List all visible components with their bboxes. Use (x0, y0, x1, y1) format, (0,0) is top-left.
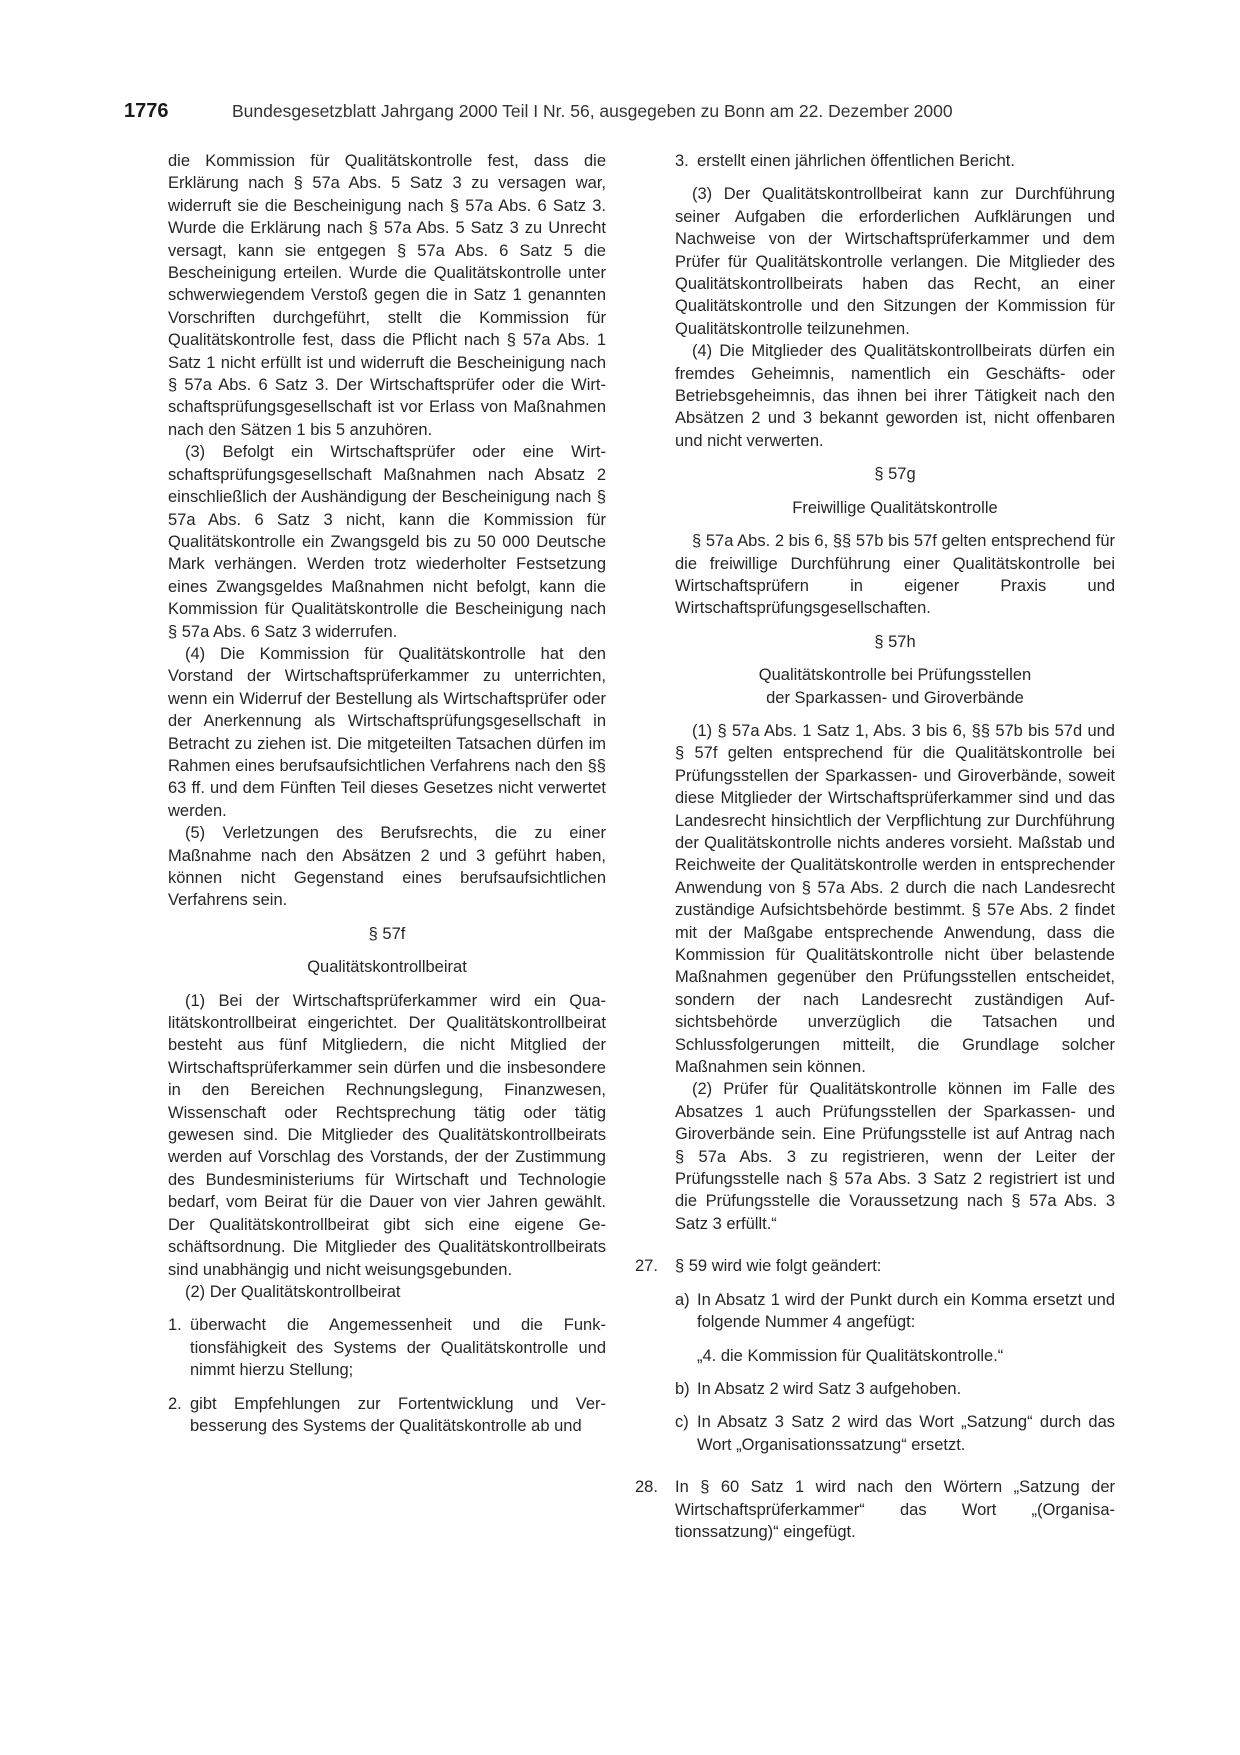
sub-item-letter: b) (675, 1379, 690, 1398)
paragraph: (1) § 57a Abs. 1 Satz 1, Abs. 3 bis 6, §§ 57b bis 57d und § 57f gelten entsprechend für die Qualitätskontrolle bei Prüfungsstellen der Sparkassen- und Giroverbände, soweit diese Mitglieder der Wirtschaftsprüferkammer sind und das Landesrecht hinsichtlich der Verpflichtung zur Durchführung der Qualitätskontrolle nichts anderes vorsieht. Maßstab und Reichweite der Qualitätskontrolle werden in entsprechender Anwendung von § 57a Abs. 2 durch die nach Landesrecht zuständige Aufsichtsbehörde bestimmt. § 57e Abs. 2 findet mit der Maßgabe entsprechende Anwendung, dass die Kommission für Qualitätskontrolle nicht über belastende Maßnahmen gegenüber den Prüfungsstellen entscheidet, sondern der nach Landesrecht zuständigen Aufsichtsbehörde unverzüglich die Tatsachen und Schlussfolgerungen mitteilt, die Grundlage solcher Maßnahmen sein können. (675, 721, 1115, 1077)
paragraph: (4) Die Kommission für Qualitätskontrolle hat den Vorstand der Wirtschaftsprüferkammer zu unterrichten, wenn ein Widerruf der Bestellung als Wirtschaftsprüfer oder der Anerkennung als Wirtschaftsprüfungsgesellschaft in Betracht zu ziehen ist. Die mitgeteilten Tatsachen dürfen im Rahmen eines berufsaufsichtlichen Verfahrens nach den §§ 63 ff. und dem Fünften Teil dieses Gesetzes nicht verwertet werden. (168, 644, 606, 820)
item-number: 27. (635, 1257, 658, 1276)
section-title-line: Qualitätskontrolle bei Prüfungsstellen (758, 666, 1032, 685)
amendment-item-27 (635, 1255, 1115, 1277)
sub-item-a (675, 1289, 1115, 1334)
sub-item-letter: a) (675, 1290, 690, 1309)
paragraph: § 57a Abs. 2 bis 6, §§ 57b bis 57f gelten entsprechend für die freiwillige Durchführung einer Qualitätskontrolle bei Wirtschaftsprüfern in eigener Praxis und Wirtschaftsprüfungsgesellschaften. (675, 532, 1115, 618)
sub-item-b (675, 1378, 1115, 1400)
amendment-item-28 (635, 1476, 1115, 1543)
paragraph: (1) Bei der Wirtschaftsprüferkammer wird ein Qualitätskontrollbeirat eingerichtet. Der Qualitätskontrollbeirat besteht aus fünf Mitgliedern, die nicht Mitglied der Wirtschaftsprüferkammer sein dürfen und die insbesondere in den Bereichen Rechnungslegung, Finanzwesen, Wissenschaft oder Rechtsprechung tätig oder tätig gewesen sind. Die Mitglieder des Qualitätskontrollbeirats werden auf Vorschlag des Vorstands, der der Zustimmung des Bundesministeriums für Wirtschaft und Technologie bedarf, vom Beirat für die Dauer von vier Jahren gewählt. Der Qualitätskontrollbeirat gibt sich eine eigene Geschäftsordnung. Die Mitglieder des Qualitätskontrollbeirats sind unabhängig und nicht weisungsgebunden. (168, 991, 606, 1279)
quoted-text: „4. die Kommission für Qualitätskontrolle.“ (697, 1346, 1004, 1365)
left-column (168, 150, 606, 1437)
sub-item-text: In Absatz 1 wird der Punkt durch ein Komma ersetzt und folgende Nummer 4 angefügt: (697, 1290, 1115, 1332)
sub-item-text: In Absatz 2 wird Satz 3 aufgehoben. (697, 1379, 962, 1398)
sub-item-text: In Absatz 3 Satz 2 wird das Wort „Satzung“ durch das Wort „Organisationssatzung“ ersetzt. (697, 1413, 1115, 1454)
list-text: überwacht die Angemessenheit und die Funktionsfähigkeit des Systems der Qualitätskontrolle und nimmt hierzu Stellung; (190, 1316, 606, 1380)
section-title: Qualitätskontrollbeirat (307, 958, 467, 977)
list-number: 2. (168, 1394, 182, 1413)
list-item (168, 1314, 606, 1381)
running-head: Bundesgesetzblatt Jahrgang 2000 Teil I Nr. 56, ausgegeben zu Bonn am 22. Dezember 2000 (232, 101, 953, 121)
sub-item-letter: c) (675, 1413, 689, 1432)
list-item (675, 150, 1115, 172)
page-header (124, 100, 1124, 130)
section-title (675, 664, 1115, 709)
section-title-line: der Sparkassen- und Giroverbände (766, 688, 1024, 707)
list-text: erstellt einen jährlichen öffentlichen Bericht. (697, 152, 1015, 170)
list-item (168, 1393, 606, 1438)
paragraph: (2) Prüfer für Qualitätskontrolle können im Falle des Absatzes 1 auch Prüfungsstellen der Sparkassen- und Giroverbände sein. Eine Prüfungsstelle ist auf Antrag nach § 57a Abs. 3 zu registrieren, wenn der Leiter der Prüfungsstelle nach § 57a Abs. 3 Satz 2 registriert ist und die Prüfungsstelle die Voraussetzung nach § 57a Abs. 3 Satz 3 erfüllt.“ (675, 1080, 1115, 1233)
list-text: gibt Empfehlungen zur Fortentwicklung und Verbesserung des Systems der Qualitätskontrolle ab und (190, 1394, 606, 1435)
sub-item-c (675, 1411, 1115, 1456)
page-number: 1776 (124, 100, 169, 122)
paragraph: (3) Befolgt ein Wirtschaftsprüfer oder eine Wirtschaftsprüfungsgesellschaft Maßnahmen nach Absatz 2 einschließlich der Aushändigung der Bescheinigung nach § 57a Abs. 6 Satz 3 nicht, kann die Kommission für Qualitätskontrolle ein Zwangsgeld bis zu 50 000 Deutsche Mark verhängen. Werden trotz wiederholter Festsetzung eines Zwangsgeldes Maßnahmen nicht befolgt, kann die Kommission für Qualitätskontrolle die Bescheinigung nach § 57a Abs. 6 Satz 3 widerrufen. (168, 443, 606, 641)
paragraph: (2) Der Qualitätskontrollbeirat (185, 1282, 401, 1301)
item-text: In § 60 Satz 1 wird nach den Wörtern „Satzung der Wirtschaftsprüferkammer“ das Wort „(Organisationssatzung)“ eingefügt. (675, 1478, 1115, 1541)
paragraph: (3) Der Qualitätskontrollbeirat kann zur Durchführung seiner Aufgaben die erforderlichen Aufklärungen und Nachweise von der Wirtschaftsprüferkammer und dem Prüfer für Qualitätskontrolle verlangen. Die Mitglieder des Qualitätskontrollbeirats haben das Recht, an einer Qualitätskontrolle und den Sitzungen der Kommission für Qualitätskontrolle teilzunehmen. (675, 185, 1115, 338)
section-title: Freiwillige Qualitätskontrolle (792, 498, 998, 517)
list-number: 1. (168, 1316, 182, 1335)
paragraph: die Kommission für Qualitätskontrolle fest, dass die Erklärung nach § 57a Abs. 5 Satz 3 zu versagen war, widerruft sie die Bescheinigung nach § 57a Abs. 6 Satz 3. Wurde die Erklärung nach § 57a Abs. 5 Satz 3 zu Unrecht versagt, kann sie entgegen § 57a Abs. 6 Satz 5 die Bescheinigung erteilen. Wurde die Qualitätskontrolle unter schwerwiegendem Verstoß gegen die in Satz 1 genannten Vorschriften durchgeführt, stellt die Kommission für Qualitätskontrolle fest, dass die Pflicht nach § 57a Abs. 1 Satz 1 nicht erfüllt ist und widerruft die Bescheinigung nach § 57a Abs. 6 Satz 3. Der Wirtschaftsprüfer oder die Wirtschaftsprüfungsgesellschaft ist vor Erlass von Maßnahmen nach den Sätzen 1 bis 5 anzuhören. (168, 152, 606, 439)
item-number: 28. (635, 1478, 658, 1497)
section-number: § 57g (874, 465, 916, 484)
section-number: § 57f (368, 924, 406, 943)
list-number: 3. (675, 152, 689, 170)
item-text: § 59 wird wie folgt geändert: (675, 1257, 882, 1276)
paragraph: (4) Die Mitglieder des Qualitätskontrollbeirats dürfen ein fremdes Geheimnis, namentlich ein Geschäfts- oder Betriebsgeheimnis, das ihnen bei ihrer Tätigkeit nach den Absätzen 2 und 3 bekannt geworden ist, nicht offenbaren und nicht verwerten. (675, 342, 1115, 450)
section-number: § 57h (874, 632, 916, 651)
right-column (635, 150, 1115, 1543)
paragraph: (5) Verletzungen des Berufsrechts, die zu einer Maßnahme nach den Absätzen 2 und 3 geführt haben, können nicht Gegenstand eines berufsaufsichtlichen Verfahrens sein. (168, 824, 606, 910)
